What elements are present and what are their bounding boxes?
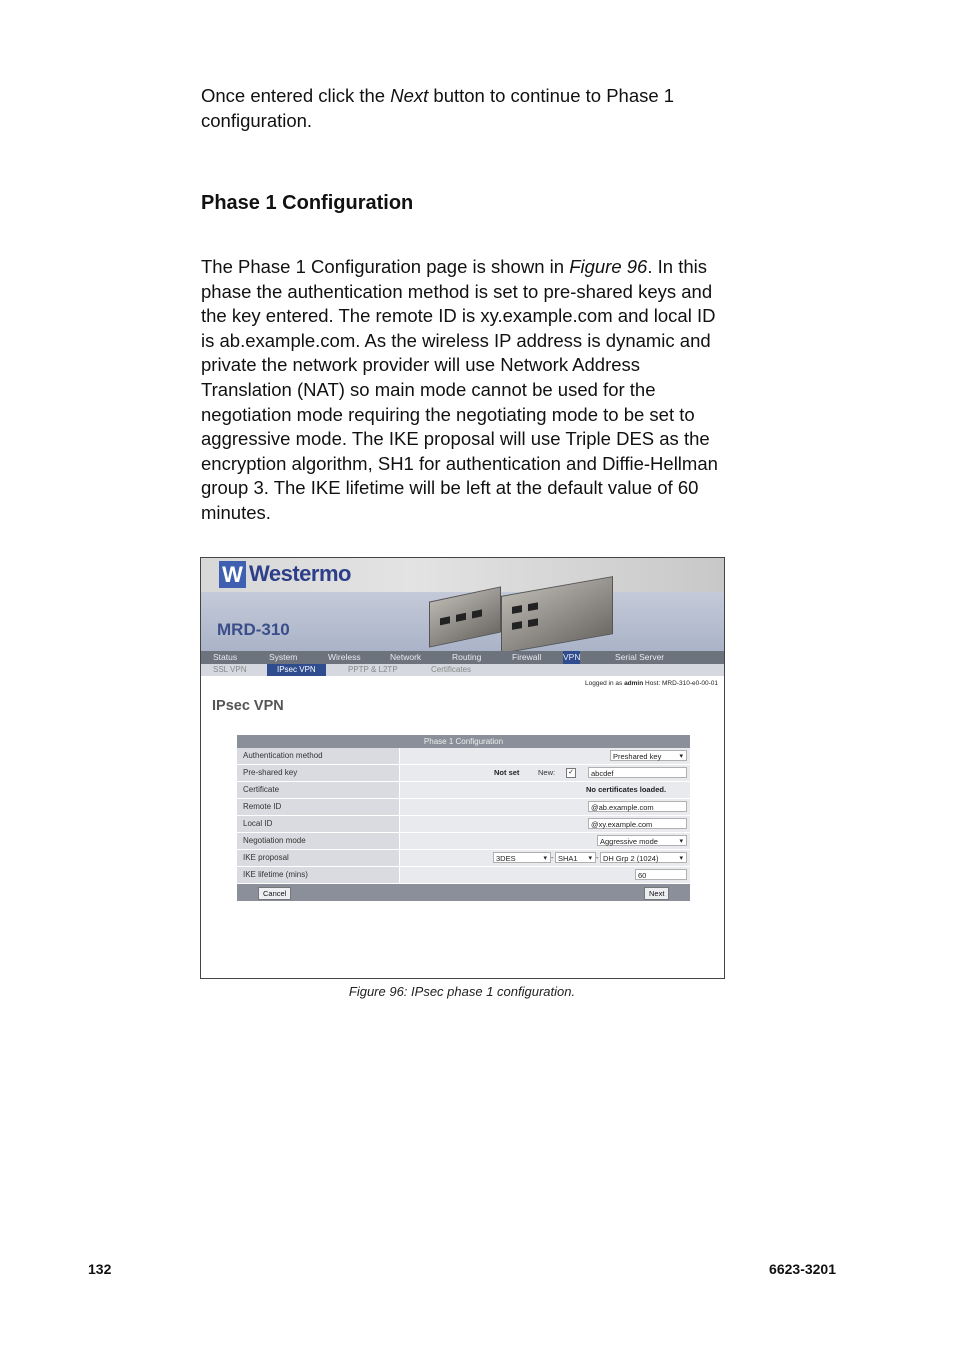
main-menu <box>201 651 724 664</box>
remote-id-cell <box>400 799 690 815</box>
section-heading: Phase 1 Configuration <box>201 192 414 214</box>
psk-status: Not set <box>494 768 520 777</box>
certificate-label: Certificate <box>237 782 400 798</box>
remote-id-input[interactable]: @ab.example.com <box>588 801 687 812</box>
submenu-ipsec-vpn[interactable]: IPsec VPN <box>267 664 326 676</box>
status-host: Host: MRD-310-e0-00-01 <box>643 680 718 687</box>
ike-cell <box>400 850 690 866</box>
menu-firewall[interactable]: Firewall <box>512 652 542 662</box>
negotiation-select[interactable]: Aggressive mode ▾ <box>597 835 687 846</box>
body-figure-ref: Figure 96 <box>569 256 648 277</box>
body-text-start: The Phase 1 Configuration page is shown in <box>201 256 570 277</box>
table-row <box>237 833 690 850</box>
ike-hash-select[interactable]: SHA1 ▾ <box>555 852 596 863</box>
model-title: MRD-310 <box>217 620 290 639</box>
status-user: admin <box>624 680 644 687</box>
lifetime-input[interactable]: 60 <box>635 869 687 880</box>
body-text-end: . In this phase the authentication method is set to pre-shared keys and the key entered. The remote ID is xy.example.com and local ID is ab.example.com. As the wireless IP address is dynamic and private the network provider will use Network Address Translation (NAT) so main mode cannot be used for the negotiation mode requiring the negotiating mode to be set to aggressive mode. The IKE proposal will use Triple DES as the encryption algorithm, SH1 for authentication and Diffie-Hellman group 3. The IKE lifetime will be left at the default value of 60 minutes. <box>201 256 718 523</box>
intro-text-start: Once entered click the <box>201 85 391 106</box>
ike-separator: - <box>596 853 599 862</box>
cancel-button[interactable]: Cancel <box>258 887 291 900</box>
westermo-logo-icon: W <box>219 561 246 588</box>
menu-routing[interactable]: Routing <box>452 652 482 662</box>
ike-separator: - <box>551 853 554 862</box>
local-id-label: Local ID <box>237 816 400 832</box>
intro-text-end: button to continue to Phase 1 configuration. <box>201 85 675 131</box>
table-row <box>237 765 690 782</box>
page-title: IPsec VPN <box>212 698 284 714</box>
sub-menu <box>201 664 724 676</box>
auth-method-select[interactable]: Preshared key ▾ <box>610 750 687 761</box>
page-number: 132 <box>88 1261 112 1277</box>
psk-cell <box>400 765 690 781</box>
logo-wordmark: Westermo <box>249 561 351 586</box>
menu-system[interactable]: System <box>269 652 298 662</box>
table-row <box>237 748 690 765</box>
table-footer <box>237 884 690 901</box>
ike-cipher-select[interactable]: 3DES ▾ <box>493 852 551 863</box>
menu-wireless[interactable]: Wireless <box>328 652 361 662</box>
table-row <box>237 867 690 884</box>
auth-method-label: Authentication method <box>237 748 400 764</box>
menu-network[interactable]: Network <box>390 652 422 662</box>
menu-vpn[interactable]: VPN <box>563 652 581 662</box>
certificate-value: No certificates loaded. <box>586 785 667 794</box>
figure-caption: Figure 96: IPsec phase 1 configuration. <box>348 984 576 999</box>
submenu-certificates[interactable]: Certificates <box>431 665 472 674</box>
table-row <box>237 782 690 799</box>
next-button[interactable]: Next <box>644 887 669 900</box>
menu-serial-server[interactable]: Serial Server <box>615 652 665 662</box>
psk-new-label: New: <box>538 768 556 777</box>
ike-label: IKE proposal <box>237 850 400 866</box>
table-row <box>237 799 690 816</box>
menu-status[interactable]: Status <box>213 652 238 662</box>
body-paragraph <box>201 255 726 526</box>
header-banner <box>201 558 724 651</box>
document-number: 6623-3201 <box>769 1261 836 1277</box>
table-title: Phase 1 Configuration <box>237 735 690 748</box>
phase1-config-table <box>237 735 690 901</box>
psk-input[interactable]: abcdef <box>588 767 687 778</box>
intro-paragraph <box>201 84 726 133</box>
local-id-input[interactable]: @xy.example.com <box>588 818 687 829</box>
ike-dh-select[interactable]: DH Grp 2 (1024) ▾ <box>600 852 687 863</box>
psk-label: Pre-shared key <box>237 765 400 781</box>
negotiation-label: Negotiation mode <box>237 833 400 849</box>
remote-id-label: Remote ID <box>237 799 400 815</box>
table-row <box>237 816 690 833</box>
table-row <box>237 850 690 867</box>
submenu-pptp-l2tp[interactable]: PPTP & L2TP <box>348 665 398 674</box>
login-status <box>585 680 718 687</box>
figure-screenshot <box>200 557 725 979</box>
lifetime-cell <box>400 867 690 883</box>
submenu-ssl-vpn[interactable]: SSL VPN <box>213 665 247 674</box>
lifetime-label: IKE lifetime (mins) <box>237 867 400 883</box>
psk-new-checkbox[interactable]: ✓ <box>566 768 576 778</box>
intro-next-emphasis: Next <box>390 85 429 106</box>
local-id-cell <box>400 816 690 832</box>
negotiation-cell <box>400 833 690 849</box>
auth-method-cell <box>400 748 690 764</box>
status-prefix: Logged in as <box>585 680 625 687</box>
certificate-cell <box>400 782 690 798</box>
